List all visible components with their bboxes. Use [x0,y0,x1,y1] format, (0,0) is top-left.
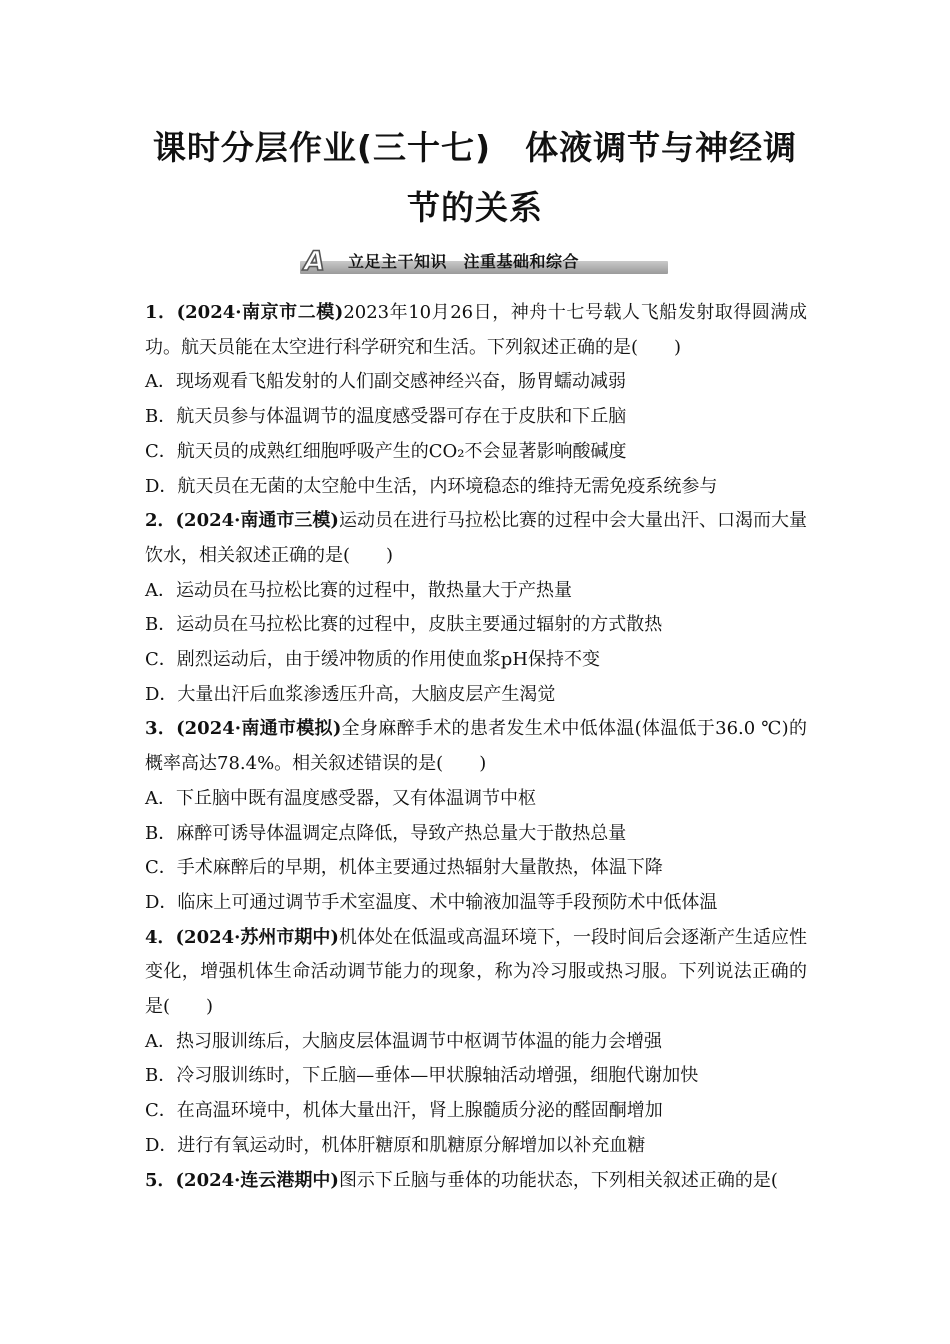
question-number: 5． [145,1169,176,1191]
question-text: 全身麻醉手术的患者发生术中低体温(体温低于36.0 ℃)的概率高达78.4%。相关叙述错误的是( ) [145,718,807,775]
option-d: D．航天员在无菌的太空舱中生活，内环境稳态的维持无需免疫系统参与 [145,475,718,497]
option-c: C．手术麻醉后的早期，机体主要通过热辐射大量散热，体温下降 [145,857,663,879]
question-2 [145,504,807,712]
title-line-2: 节的关系 [407,188,543,227]
banner-label: 立足主干知识 注重基础和综合 [348,252,580,271]
banner-letter-icon: A [304,246,325,277]
question-text: 机体处在低温或高温环境下，一段时间后会逐渐产生适应性变化，增强机体生命活动调节能力的现象，称为冷习服或热习服。下列说法正确的是( ) [145,926,807,1018]
question-source: (2024·苏州市期中) [175,926,339,948]
question-5 [145,1164,807,1199]
option-b: B．航天员参与体温调节的温度感受器可存在于皮肤和下丘脑 [145,406,627,428]
question-1 [145,296,807,504]
question-number: 4． [145,926,176,948]
question-number: 2． [145,510,176,532]
question-stem [145,921,807,1025]
question-number: 1． [145,302,177,323]
question-stem [145,712,807,781]
option-b: B．运动员在马拉松比赛的过程中，皮肤主要通过辐射的方式散热 [145,614,663,636]
option-c: C．剧烈运动后，由于缓冲物质的作用使血浆pH保持不变 [145,649,600,671]
option-a: A．下丘脑中既有温度感受器，又有体温调节中枢 [145,787,536,809]
option-a: A．现场观看飞船发射的人们副交感神经兴奋，肠胃蠕动减弱 [145,371,626,393]
question-list [145,296,807,1198]
page-title [140,118,810,238]
option-d: D．进行有氧运动时，机体肝糖原和肌糖原分解增加以补充血糖 [145,1134,646,1156]
question-text: 2023年10月26日，神舟十七号载人飞船发射取得圆满成功。航天员能在太空进行科学研究和生活。下列叙述正确的是( ) [145,302,807,358]
question-number: 3． [145,718,177,740]
question-source: (2024·南通市模拟) [176,718,342,740]
question-source: (2024·南京市二模) [176,302,344,323]
question-3 [145,712,807,920]
option-b: B．麻醉可诱导体温调定点降低，导致产热总量大于散热总量 [145,822,627,844]
option-a: A．热习服训练后，大脑皮层体温调节中枢调节体温的能力会增强 [145,1030,662,1052]
question-stem [145,296,807,365]
option-b: B．冷习服训练时，下丘脑—垂体—甲状腺轴活动增强，细胞代谢加快 [145,1065,699,1087]
question-text: 图示下丘脑与垂体的功能状态，下列相关叙述正确的是( [338,1169,778,1191]
option-d: D．大量出汗后血浆渗透压升高，大脑皮层产生渴觉 [145,683,556,705]
question-source: (2024·南通市三模) [175,510,339,532]
option-d: D．临床上可通过调节手术室温度、术中输液加温等手段预防术中低体温 [145,891,718,913]
option-a: A．运动员在马拉松比赛的过程中，散热量大于产热量 [145,579,572,601]
question-source: (2024·连云港期中) [175,1169,339,1191]
title-line-1: 课时分层作业(三十七) 体液调节与神经调 [152,128,798,167]
question-text: 运动员在进行马拉松比赛的过程中会大量出汗、口渴而大量饮水，相关叙述正确的是( ) [145,510,807,566]
question-4 [145,921,807,1164]
question-stem [145,504,807,573]
option-c: C．航天员的成熟红细胞呼吸产生的CO₂不会显著影响酸碱度 [145,440,627,462]
section-banner [282,248,668,278]
option-c: C．在高温环境中，机体大量出汗，肾上腺髓质分泌的醛固酮增加 [145,1100,663,1122]
question-stem [145,1164,807,1199]
